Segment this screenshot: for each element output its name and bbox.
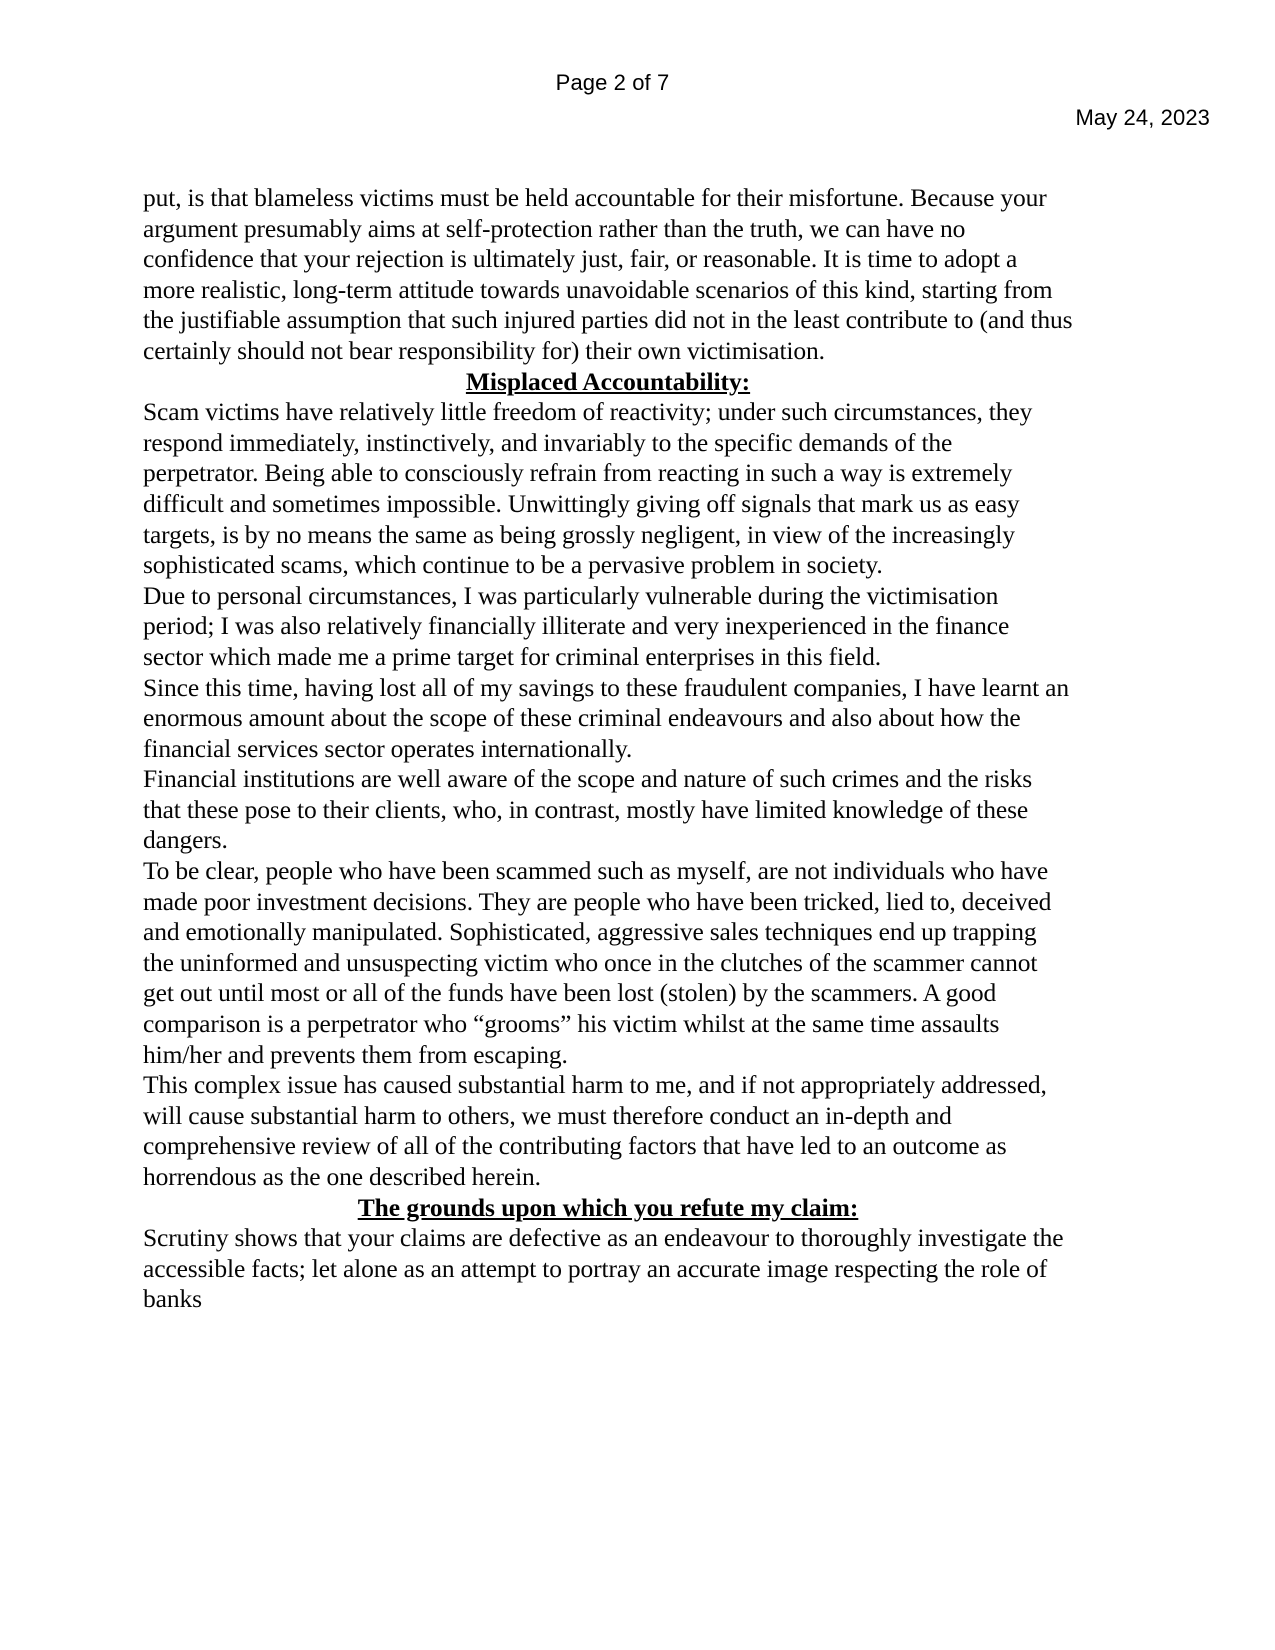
heading-grounds-refute-claim-text: The grounds upon which you refute my claim: <box>357 1192 859 1222</box>
paragraph-complex-issue: This complex issue has caused substantial harm to me, and if not appropriately addressed, will cause substantial harm to others, we must therefore conduct an in-depth and comprehensive review of all of the contributing factors that have led to an outcome as horrendous as the one described herein. <box>143 1070 1047 1191</box>
paragraph-continuation: put, is that blameless victims must be held accountable for their misfortune. Because your argument presumably aims at self-protection rather than the truth, we can have no confidence that your rejection is ultimately just, fair, or reasonable. It is time to adopt a more realistic, long-term attitude towards unavoidable scenarios of this kind, starting from the justifiable assumption that such injured parties did not in the least contribute to (and thus certainly should not bear responsibility for) their own victimisation. <box>143 183 1073 365</box>
paragraph-scrutiny-shows: Scrutiny shows that your claims are defective as an endeavour to thoroughly investigate the accessible facts; let alone as an attempt to portray an accurate image respecting the role of banks <box>143 1223 1064 1314</box>
page-header <box>0 0 1275 150</box>
paragraph-financial-institutions: Financial institutions are well aware of the scope and nature of such crimes and the risks that these pose to their clients, who, in contrast, mostly have limited knowledge of these dangers. <box>143 764 1033 855</box>
paragraph-personal-circumstances: Due to personal circumstances, I was particularly vulnerable during the victimisation period; I was also relatively financially illiterate and very inexperienced in the finance sector which made me a prime target for criminal enterprises in this field. <box>143 580 1010 671</box>
document-body <box>143 183 1073 1315</box>
paragraph-to-be-clear: To be clear, people who have been scammed such as myself, are not individuals who have made poor investment decisions. They are people who have been tricked, lied to, deceived and emotionally manipulated. Sophisticated, aggressive sales techniques end up trapping the uninformed and unsuspecting victim who once in the clutches of the scammer cannot get out until most or all of the funds have been lost (stolen) by the scammers. A good comparison is a perpetrator who “grooms” his victim whilst at the same time assaults him/her and prevents them from escaping. <box>143 856 1052 1069</box>
heading-misplaced-accountability-text: Misplaced Accountability: <box>465 366 751 396</box>
heading-grounds-refute-claim <box>143 1193 1073 1224</box>
header-date: May 24, 2023 <box>1075 105 1210 130</box>
page-number-indicator: Page 2 of 7 <box>555 70 670 95</box>
heading-misplaced-accountability <box>143 367 1073 398</box>
paragraph-scam-victims: Scam victims have relatively little freedom of reactivity; under such circumstances, they respond immediately, instinctively, and invariably to the specific demands of the perpetrator. Being able to consciously refrain from reacting in such a way is extremely difficult and sometimes impossible. Unwittingly giving off signals that mark us as easy targets, is by no means the same as being grossly negligent, in view of the increasingly sophisticated scams, which continue to be a pervasive problem in society. <box>143 397 1033 580</box>
paragraph-since-this-time: Since this time, having lost all of my savings to these fraudulent companies, I have learnt an enormous amount about the scope of these criminal endeavours and also about how the financial services sector operates internationally. <box>143 672 1069 763</box>
